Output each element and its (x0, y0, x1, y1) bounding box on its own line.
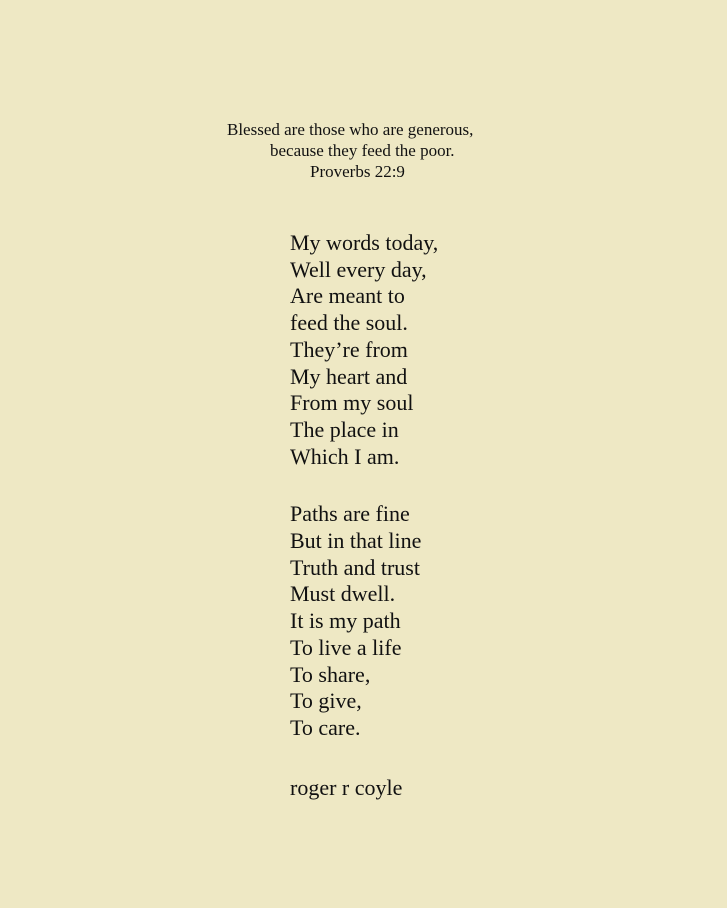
author-signature: roger r coyle (290, 774, 403, 800)
poem-line: To care. (290, 714, 361, 740)
poem-line: feed the soul. (290, 310, 408, 336)
poem-line: Paths are fine (290, 501, 410, 527)
poem-line: Truth and trust (290, 554, 420, 580)
poem-line: From my soul (290, 390, 414, 416)
epigraph-line: Blessed are those who are generous, (227, 120, 474, 139)
poem-line: My heart and (290, 363, 408, 389)
poem-line: They’re from (290, 336, 408, 362)
epigraph (0, 119, 727, 182)
poem-line: My words today, (290, 230, 439, 255)
poem-body (290, 230, 438, 801)
poem-line: To live a life (290, 634, 402, 660)
poem-line: But in that line (290, 528, 422, 554)
poem-line: The place in (290, 416, 399, 442)
epigraph-reference: Proverbs 22:9 (310, 162, 405, 181)
poem-line: Must dwell. (290, 581, 396, 607)
poem-line: Which I am. (290, 443, 400, 469)
poem-line: To give, (290, 688, 362, 714)
stanza (290, 501, 438, 741)
stanza (290, 230, 438, 470)
epigraph-line: because they feed the poor. (270, 141, 455, 160)
poem-line: It is my path (290, 608, 401, 634)
poem-line: Are meant to (290, 283, 405, 309)
poem-line: To share, (290, 661, 371, 687)
poem-line: Well every day, (290, 256, 427, 282)
